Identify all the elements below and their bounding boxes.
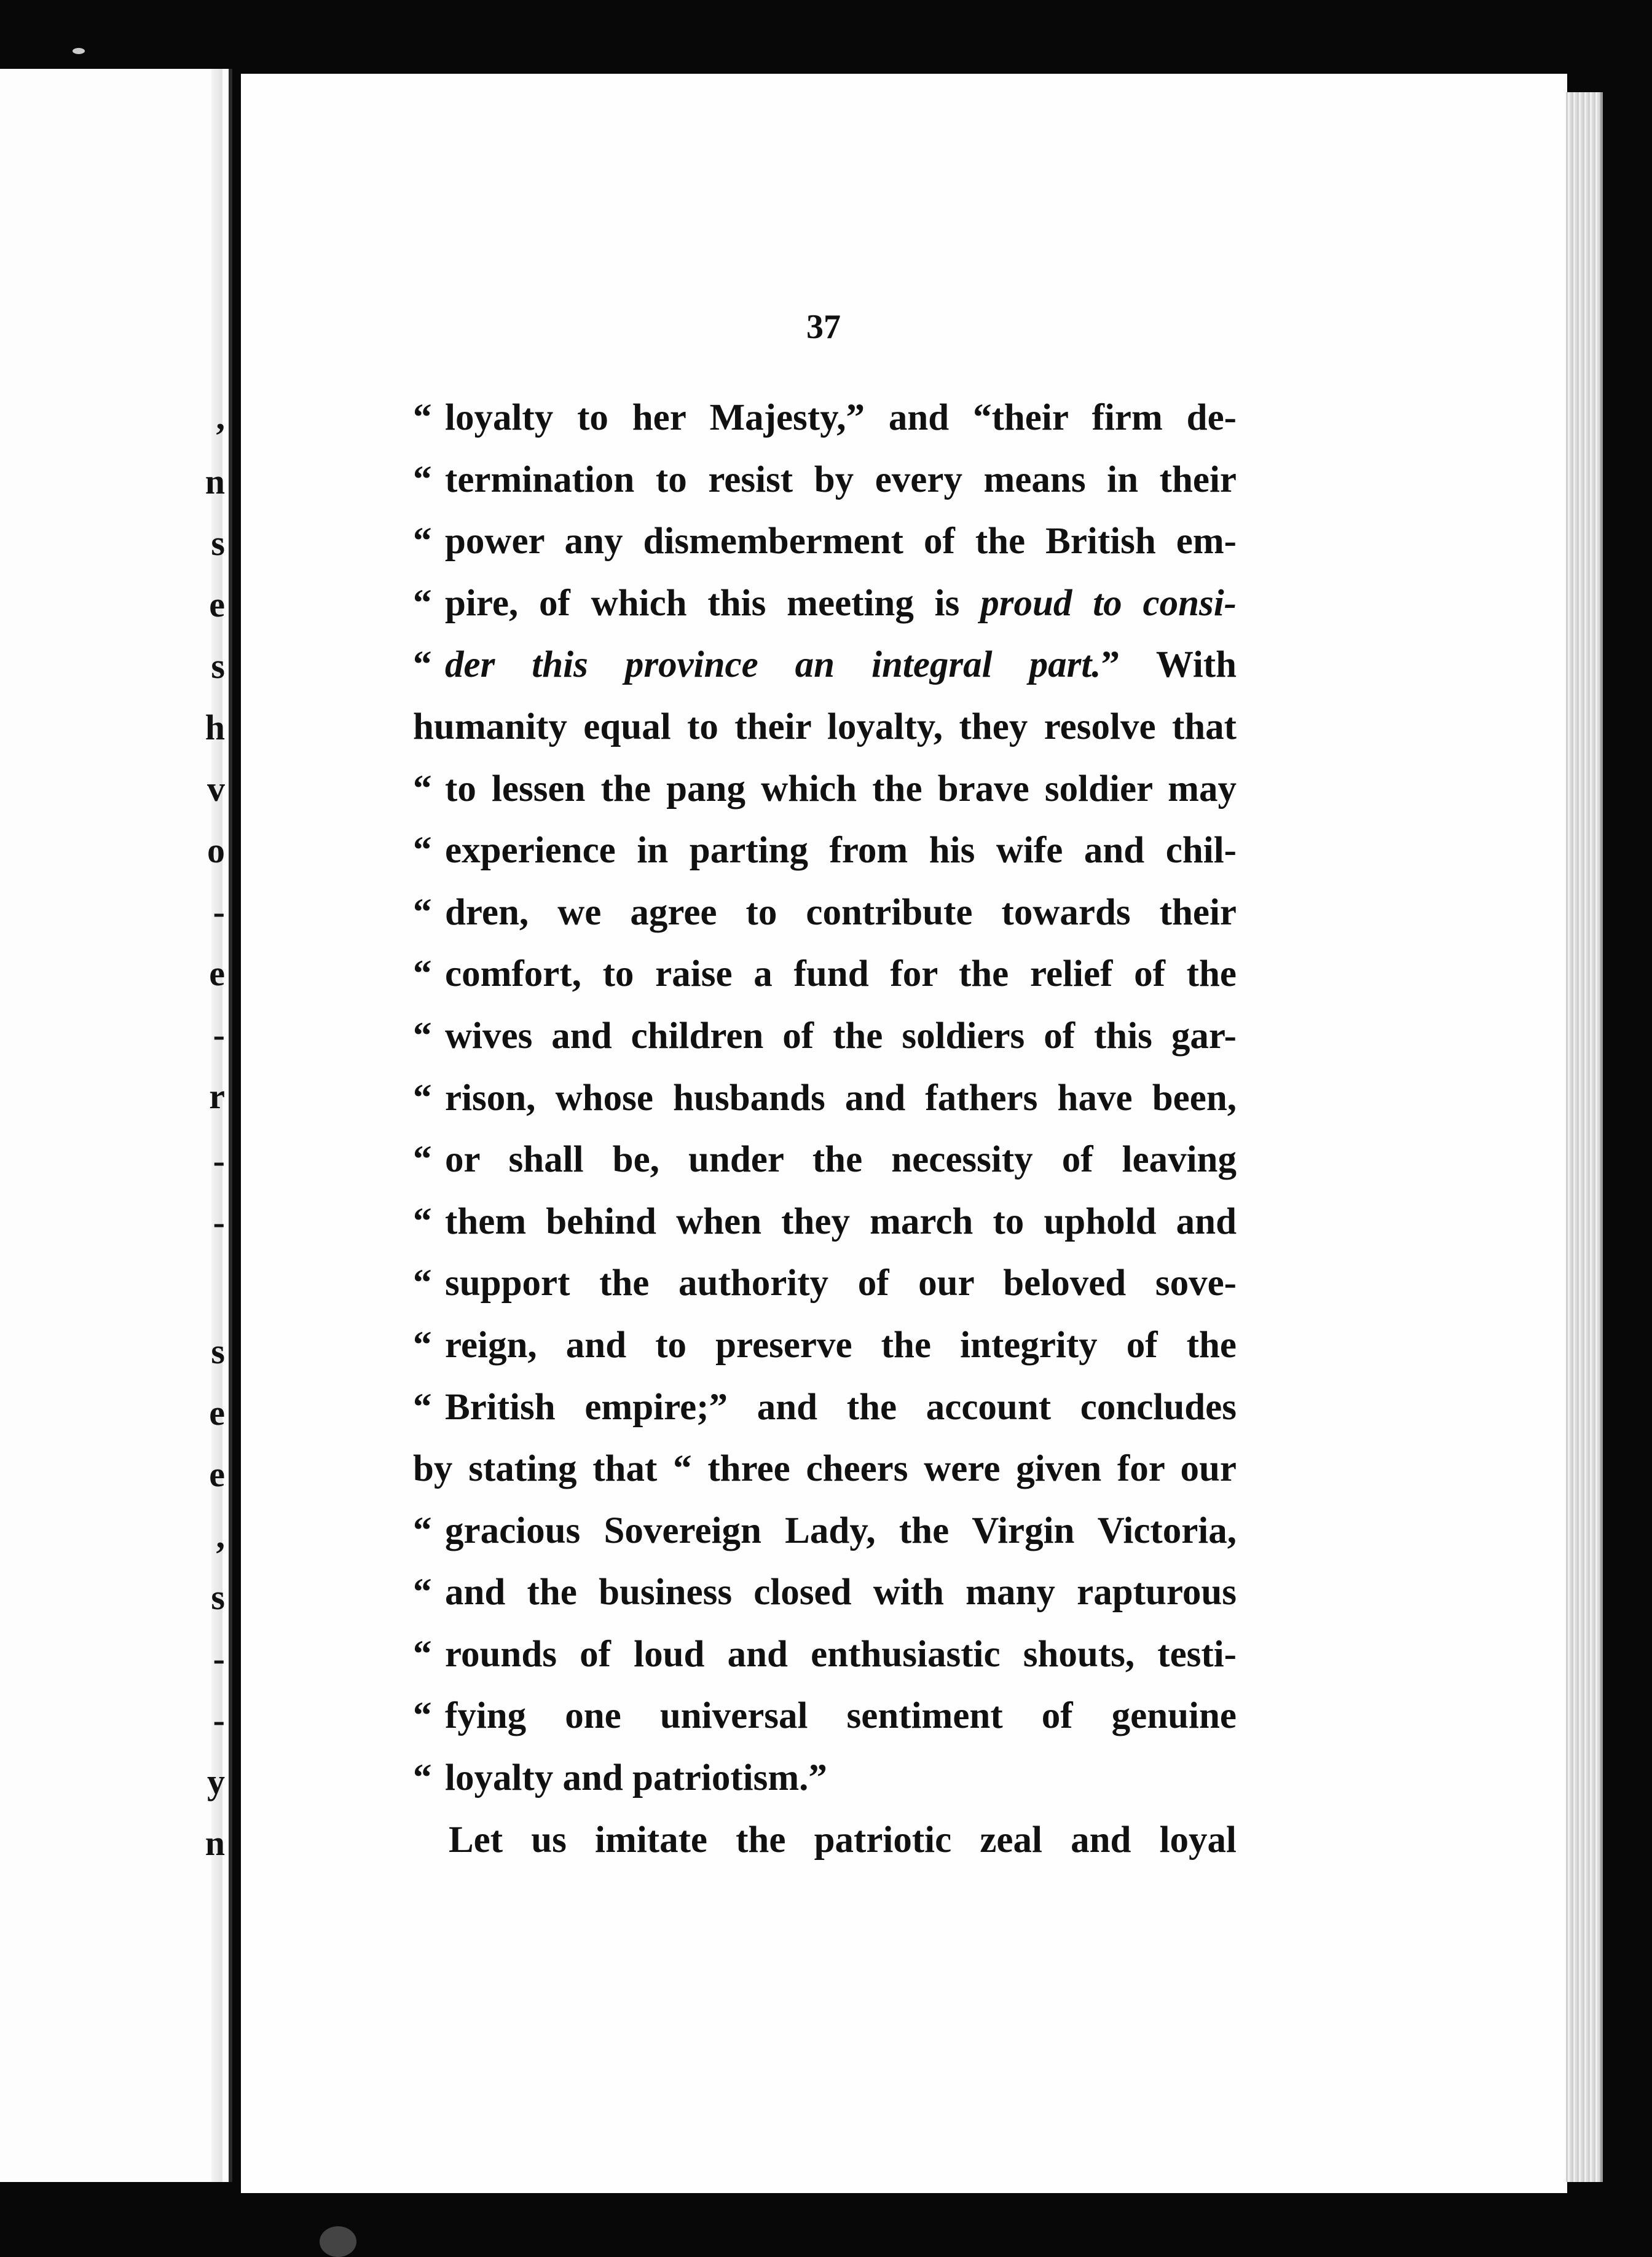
left-page-fragment: -: [213, 1015, 225, 1055]
line-text: experience in parting from his wife and chil-: [445, 830, 1237, 872]
line-text: pire, of which this meeting is: [445, 582, 981, 624]
dust-speck: [73, 48, 85, 54]
line-text: to lessen the pang which the brave soldier may: [445, 768, 1237, 809]
text-line: [413, 1624, 1237, 1686]
line-text: by stating that “ three cheers were given for our: [413, 1448, 1237, 1490]
quote-mark: “: [413, 768, 432, 809]
text-line: [413, 1438, 1237, 1500]
quote-mark: “: [413, 644, 432, 686]
quote-mark: “: [413, 1324, 432, 1366]
line-text: support the authority of our beloved sove-: [445, 1262, 1237, 1304]
left-page-fragment: ,: [216, 397, 225, 437]
text-line: [413, 1129, 1237, 1191]
quote-mark: “: [413, 459, 432, 500]
text-line: [413, 758, 1237, 821]
text-line: [413, 634, 1237, 696]
left-page-fragment: -: [213, 892, 225, 932]
left-page-fragment: h: [205, 707, 225, 747]
line-text: Let us imitate the patriotic zeal and loyal: [449, 1819, 1237, 1861]
text-line: [413, 882, 1237, 944]
text-line: [413, 1377, 1237, 1439]
left-page-fragment: r: [209, 1076, 225, 1116]
left-page-fragment: -: [213, 1141, 225, 1181]
quote-mark: “: [413, 891, 432, 933]
quote-mark: “: [413, 521, 432, 562]
quote-mark: “: [413, 953, 432, 995]
line-text: reign, and to preserve the integrity of the: [445, 1324, 1237, 1366]
italic-text: proud to consi-: [980, 582, 1237, 624]
left-page-fragment: s: [211, 646, 225, 686]
line-text: dren, we agree to contribute towards their: [445, 891, 1237, 933]
page-edges: [1566, 92, 1603, 2182]
line-text: ” With: [1101, 644, 1237, 686]
line-text: humanity equal to their loyalty, they resolve that: [413, 706, 1237, 747]
text-line: [413, 1747, 1237, 1810]
line-text: loyalty and patriotism.”: [445, 1757, 827, 1799]
quote-mark: “: [413, 1386, 432, 1428]
quote-mark: “: [413, 582, 432, 624]
text-line: [413, 1191, 1237, 1253]
quote-mark: “: [413, 1695, 432, 1737]
line-text: and the business closed with many rapturous: [445, 1572, 1237, 1613]
italic-text: der this province an integral part.: [445, 644, 1101, 686]
left-page-fragment: -: [213, 1639, 225, 1679]
quote-mark: “: [413, 1015, 432, 1057]
text-line: [413, 511, 1237, 573]
page-number: 37: [806, 308, 841, 346]
left-page-fragment: -: [213, 1202, 225, 1242]
text-line: [413, 573, 1237, 635]
quote-mark: “: [413, 1572, 432, 1613]
text-line: [413, 1685, 1237, 1747]
line-text: comfort, to raise a fund for the relief of the: [445, 953, 1237, 995]
line-text: fying one universal sentiment of genuine: [445, 1695, 1237, 1737]
quote-mark: “: [413, 1262, 432, 1304]
quote-mark: “: [413, 1077, 432, 1119]
quote-mark: “: [413, 1510, 432, 1551]
quote-mark: “: [413, 397, 432, 438]
text-line: [413, 1810, 1237, 1872]
left-page-fragment: n: [205, 462, 225, 502]
bottom-shadow: [320, 2226, 356, 2257]
body-text: [413, 387, 1237, 1871]
text-line: [413, 449, 1237, 511]
text-line: [413, 1500, 1237, 1562]
text-line: [413, 387, 1237, 449]
quote-mark: “: [413, 830, 432, 872]
line-text: wives and children of the soldiers of this gar-: [445, 1015, 1237, 1057]
text-line: [413, 943, 1237, 1006]
left-page-edge: [211, 69, 222, 2182]
left-page-fragment: e: [209, 1393, 225, 1433]
left-page-fragment: v: [207, 769, 225, 809]
quote-mark: “: [413, 1757, 432, 1799]
quote-mark: “: [413, 1633, 432, 1675]
quote-mark: “: [413, 1139, 432, 1181]
left-page-fragment: n: [205, 1823, 225, 1863]
line-text: British empire;” and the account concludes: [445, 1386, 1237, 1428]
line-text: gracious Sovereign Lady, the Virgin Victoria,: [445, 1510, 1237, 1551]
quote-mark: “: [413, 1200, 432, 1242]
left-page-fragment: ,: [216, 1516, 225, 1556]
line-text: rounds of loud and enthusiastic shouts, testi-: [445, 1633, 1237, 1675]
left-page-fragment: e: [209, 1454, 225, 1494]
left-page-fragment: y: [207, 1762, 225, 1802]
left-page: [0, 69, 232, 2182]
text-line: [413, 1006, 1237, 1068]
text-line: [413, 1562, 1237, 1624]
text-line: [413, 1068, 1237, 1130]
text-line: [413, 1315, 1237, 1377]
left-page-fragment: o: [207, 830, 225, 870]
left-page-fragment: s: [211, 1331, 225, 1371]
text-line: [413, 820, 1237, 882]
text-line: [413, 1253, 1237, 1315]
left-page-fragment: s: [211, 523, 225, 563]
line-text: loyalty to her Majesty,” and “their firm de-: [445, 397, 1237, 438]
left-page-fragment: e: [209, 585, 225, 624]
text-line: [413, 696, 1237, 758]
left-page-fragment: -: [213, 1700, 225, 1740]
left-page-fragment: e: [209, 953, 225, 993]
line-text: them behind when they march to uphold and: [445, 1200, 1237, 1242]
left-page-fragment: s: [211, 1577, 225, 1617]
line-text: termination to resist by every means in their: [445, 459, 1237, 500]
line-text: rison, whose husbands and fathers have been,: [445, 1077, 1237, 1119]
line-text: or shall be, under the necessity of leaving: [445, 1139, 1237, 1181]
line-text: power any dismemberment of the British em-: [445, 521, 1237, 562]
